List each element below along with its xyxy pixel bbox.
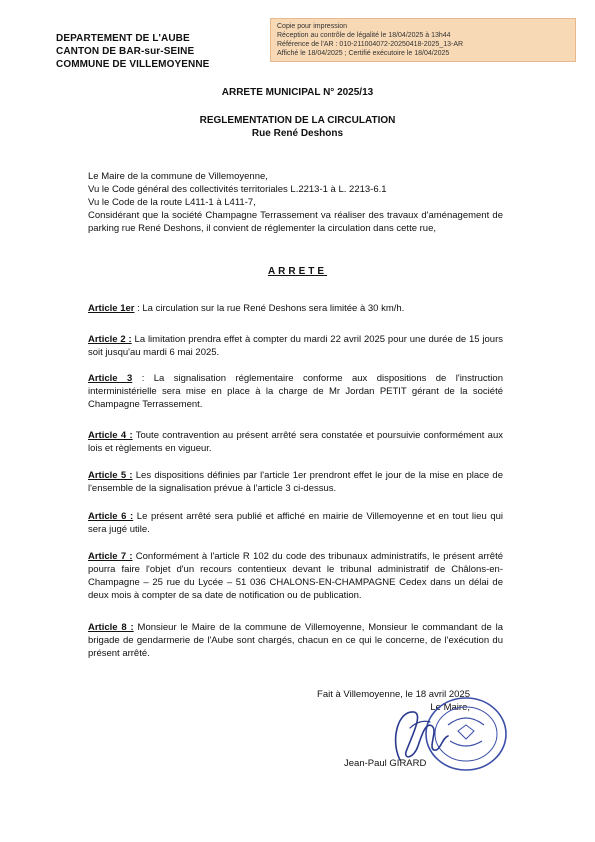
canton-line: CANTON DE BAR-sur-SEINE: [56, 46, 195, 57]
document-title: ARRETE MUNICIPAL N° 2025/13: [221, 87, 374, 98]
commune-line: COMMUNE DE VILLEMOYENNE: [56, 59, 210, 70]
article-text: : La circulation sur la rue René Deshons sera limitée à 30 km/h.: [134, 303, 405, 314]
article-text: La limitation prendra effet à compter du mardi 22 avril 2025 pour une durée de 15 jours soit jusqu'au mardi 6 mai 2025.: [88, 334, 503, 358]
article-text: : La signalisation réglementaire conforme aux dispositions de l'instruction interministérielle sera mise en place à la charge de Mr Jordan PETIT gérant de la société Champagne Terrassement.: [88, 373, 503, 410]
signer-name: Jean-Paul GIRARD: [344, 758, 427, 769]
signer-role: Le Maire,: [430, 702, 470, 713]
article-label: Article 6 :: [88, 511, 134, 522]
article-text: Monsieur le Maire de la commune de Villemoyenne, Monsieur le commandant de la brigade de gendarmerie de l'Aube sont chargés, chacun en ce qui le concerne, de l'exécution du présent arrêté.: [88, 622, 503, 659]
street-name: Rue René Deshons: [251, 128, 344, 139]
article-label: Article 3: [88, 373, 133, 384]
article-label: Article 5 :: [88, 470, 133, 481]
article-label: Article 8 :: [88, 622, 134, 633]
stamp-line: Réception au contrôle de légalité le 18/04/2025 à 13h44: [277, 32, 451, 39]
preamble: [88, 170, 503, 235]
arrete-heading: ARRETE: [267, 266, 328, 277]
department-line: DEPARTEMENT DE L'AUBE: [56, 33, 190, 44]
preamble-line: Vu le Code général des collectivités territoriales L.2213-1 à L. 2213-6.1: [88, 184, 387, 195]
article-text: Toute contravention au présent arrêté sera constatée et poursuivie conformément aux lois et règlements en vigueur.: [88, 430, 503, 454]
article-8: [88, 621, 503, 660]
article-text: Le présent arrêté sera publié et affiché en mairie de Villemoyenne et en tout lieu qui sera jugé utile.: [88, 511, 503, 535]
article-label: Article 4 :: [88, 430, 133, 441]
preamble-line: Le Maire de la commune de Villemoyenne,: [88, 171, 268, 182]
stamp-line: Copie pour impression: [277, 23, 348, 30]
document-subtitle: REGLEMENTATION DE LA CIRCULATION: [199, 115, 396, 126]
article-6: [88, 510, 503, 536]
article-4: [88, 429, 503, 455]
article-3: [88, 372, 503, 411]
article-label: Article 1er: [88, 303, 135, 314]
article-5: [88, 469, 503, 495]
article-label: Article 7 :: [88, 551, 133, 562]
article-text: Conformément à l'article R 102 du code des tribunaux administratifs, le présent arrêté pourra faire l'objet d'un recours contentieux devant le tribunal administratif de Châlons-en-Champagne – 25 rue du Lycée – 51 036 CHALONS-EN-CHAMPAGNE Cedex dans un délai de deux mois à compter de sa date de notification ou de publication.: [88, 551, 504, 601]
transmission-stamp: [270, 18, 576, 62]
preamble-line: Vu le Code de la route L411-1 à L411-7,: [88, 197, 256, 208]
preamble-line: Considérant que la société Champagne Terrassement va réaliser des travaux d'aménagement de parking rue René Deshons, il convient de réglementer la circulation dans cette rue,: [88, 210, 503, 234]
issuer-header: [56, 32, 209, 71]
article-text: Les dispositions définies par l'article 1er prendront effet le jour de la mise en place de l'ensemble de la signalisation prévue à l'article 3 ci-dessus.: [88, 470, 503, 494]
article-label: Article 2 :: [88, 334, 132, 345]
stamp-line: Référence de l'AR : 010-211004072-20250418-2025_13-AR: [277, 41, 464, 48]
article-2: [88, 333, 503, 359]
article-7: [88, 550, 503, 602]
article-1: [88, 302, 503, 315]
place-date: Fait à Villemoyenne, le 18 avril 2025: [317, 689, 470, 700]
stamp-line: Affiché le 18/04/2025 ; Certifié exécutoire le 18/04/2025: [277, 50, 450, 57]
